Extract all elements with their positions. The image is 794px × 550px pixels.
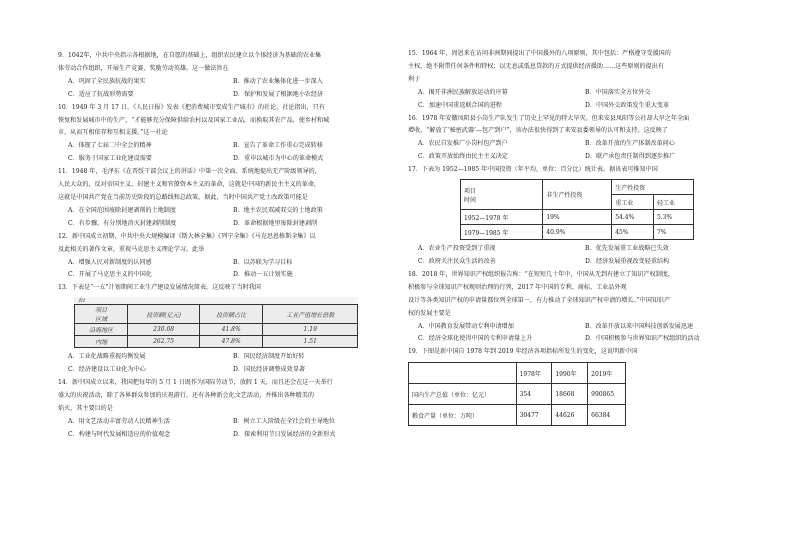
answer-option: C．服务于国家工业化建设需要 (68, 155, 152, 163)
answer-options-row (58, 140, 398, 153)
q13-share: 47.8% (199, 336, 263, 348)
answer-option: D．国民经济调整成效显著 (233, 366, 305, 374)
answer-option: D．中国积极参与世界知识产权组织的活动 (585, 335, 700, 343)
question-text-line: 这就是中国共产党在当前历史阶段的总路线和总政策。据此，当时中国共产党土改政策可能是 (58, 193, 308, 201)
answer-option: A．体现了七届二中全会的精神 (68, 142, 152, 150)
answer-option: D．保护和发展了根据地小农经济 (233, 90, 324, 98)
answer-options-row (58, 257, 398, 270)
question-text-line: 18．2018 年，世界知识产权组织报告称：“在短短几十年中，中国从无到有建立了知识产权制度， (408, 270, 674, 278)
q19-year: 2019年 (588, 363, 626, 384)
answer-option: A．中国教育发展带动专利申请增加 (418, 322, 514, 330)
answer-options-row (58, 269, 398, 282)
answer-option: C．开展了马克思主义的中国化 (68, 271, 152, 279)
answer-option: D．中国外交政策发生重大变革 (585, 101, 670, 109)
answer-option: B．地主农民双减双交的土地政策 (233, 206, 323, 214)
q19-header-blank (409, 363, 517, 384)
q13-region: 内地 (75, 336, 128, 348)
answer-option: C．加速中国重返联合国的进程 (418, 101, 502, 109)
q19-value: 44626 (552, 405, 588, 426)
answer-options-row (408, 243, 752, 256)
q17-header-heavy: 重工业 (612, 195, 654, 210)
question-text-line: 盛大的庆祝活动，除了各界群众参加的庆祝游行，还有各种新会化文艺活动，并推出各种精美的 (58, 391, 314, 399)
answer-option: A．在全国范围废除封建剥削的土地制度 (68, 206, 176, 214)
answer-option: B．中国落实全方位外交 (585, 88, 651, 96)
q13-share: 41.8% (199, 324, 263, 336)
q19-row-label: 国内生产总值（单位：亿元） (409, 384, 517, 405)
q19-year: 1978年 (516, 363, 552, 384)
question-text-line: 设计等各类知识产权的申请量都位列全球第一，有力推动了全球知识产权申请的增长。”中国知识产 (408, 296, 671, 304)
answer-option: B．改革开放的生产体制改革问心 (585, 140, 675, 148)
answer-option: A．揭开非洲民族解放运动的序幕 (418, 88, 508, 96)
question-text-line: 19．下图是新中国自 1978 年到 2019 年经济各项指标所发生的变化，这说明新中国 (408, 348, 638, 356)
answer-options-row (408, 138, 752, 151)
answer-options-row (58, 153, 398, 166)
answer-option: B．国民经济制度开始好转 (233, 353, 305, 361)
question-text-line: 积极参与全球知识产权规则治理的行列，2017 年中国的专利、商标、工业品外观 (408, 283, 627, 291)
q13-investment: 230.08 (128, 324, 200, 336)
table-row (461, 225, 694, 240)
answer-option: A．工业化战略重视均衡发展 (68, 353, 146, 361)
answer-option: C．政策开放始终由民主主义决定 (418, 153, 508, 161)
answer-option: A．农业生产投资受到了重视 (418, 245, 496, 253)
q17-investment-table (460, 179, 694, 240)
answer-options-row (58, 205, 398, 218)
q17-heavy: 54.4% (612, 210, 654, 225)
table-row (75, 336, 358, 348)
answer-options-row (58, 351, 398, 364)
question-text-line: 15．1964 年，周恩来在访问非洲期间提出了中国援外的八项原则，其中包括：严格遵守受援国的 (408, 50, 671, 57)
answer-options-row (408, 321, 752, 334)
answer-option: D．推动一五计划实施 (233, 271, 293, 279)
q17-header-item: 项目 (464, 187, 477, 195)
questions-15-17 (408, 48, 752, 177)
question-text-line: 利于 (408, 75, 421, 83)
answer-option: A．用文艺活动丰富劳动人民精神生活 (68, 417, 170, 425)
question-text-line: 及此相关的著作文章，重视马克思主义理论学习。此举 (58, 245, 205, 253)
answer-options-row (58, 76, 398, 89)
q17-header-time: 时间 (464, 196, 477, 204)
question-text-line: 恢复和发展城市中的生产，“才能够充分保障供给农村以及国家工业品，而换取其农产品，使乡村和城 (58, 116, 330, 124)
q13-growth: 1.51 (263, 336, 358, 348)
answer-option: D．经济发展重视改变轻重结构 (585, 257, 670, 265)
q17-period: 1979—1985 年 (461, 225, 543, 240)
question-text-line: 焰火，其主要目的是 (58, 404, 113, 412)
q17-period: 1952—1978 年 (461, 210, 543, 225)
q17-heavy: 45% (612, 225, 654, 240)
answer-options-row (408, 151, 752, 164)
answer-options-row (408, 87, 752, 100)
questions-9-13 (58, 50, 398, 295)
answer-option: D．重申以城市为中心的革命模式 (233, 155, 324, 163)
answer-option: C．政府关注民众生活的改善 (418, 257, 496, 265)
q13-header-growth: 工业产值增长倍数 (263, 305, 358, 324)
questions-13-14 (58, 351, 398, 441)
question-text-line: 16．1978 年安徽凤阳县小岗生产队发生了历史上罕见的特大旱灾。但来安县凤阳等公社却大旱之年全面 (408, 114, 690, 122)
table-row (75, 324, 358, 336)
answer-option: A．巩固了全民族抗战的果实 (68, 77, 146, 85)
answer-option: D．联产承包责任制得到逐步推广 (585, 153, 676, 161)
answer-option: B．以苏联为学习目标 (233, 258, 293, 266)
answer-option: B．树立工人阶级在全社会的主导地位 (233, 417, 335, 425)
left-column (58, 50, 398, 442)
q13-table-title: 表1 (75, 297, 358, 305)
q19-value: 30477 (516, 405, 552, 426)
question-text-line: 市，从而互相依存和互相支援。”这一社论 (58, 129, 168, 137)
q17-nonproductive: 40.9% (543, 225, 612, 240)
q17-nonproductive: 19% (543, 210, 612, 225)
answer-option: D．革命根据地里废除封建剥削 (233, 219, 318, 227)
q17-light: 5.3% (653, 210, 693, 225)
questions-17-19 (408, 243, 752, 359)
q13-investment-table (74, 297, 358, 348)
q13-header-item-label: 项目 (95, 307, 108, 315)
table-row (461, 210, 694, 225)
q17-header-productive: 生产性投资 (612, 180, 694, 195)
right-column (408, 48, 752, 426)
answer-options-row (58, 416, 398, 429)
q19-value: 66384 (588, 405, 626, 426)
q13-header-item (75, 305, 128, 324)
answer-options-row (58, 89, 398, 102)
question-text-line: 人民大众的，反对帝国主义、封建主义和官僚资本主义的革命，这就是中国的新民主主义的革命， (58, 181, 321, 189)
answer-option: A．农民自发推广小岗村包产到户 (418, 140, 508, 148)
answer-options-row (58, 429, 398, 442)
question-text-line: 12．新中国成立初期，中共中央大规模编译《斯大林全集》《列宁全集》《马克思恩格斯全集》以 (58, 232, 316, 240)
answer-option: B．改革开放以来中国科技创新发展迅速 (585, 322, 694, 330)
q19-year: 1990年 (552, 363, 588, 384)
table-row (409, 384, 626, 405)
q17-header-item-time (461, 180, 543, 210)
question-text-line: 权的发展主要是 (408, 309, 451, 317)
question-text-line: 增收，“解放了‘秘密武器’—包产到户”，该办法很快得到了来安县委领导的认可和支持。这反映了 (408, 127, 668, 135)
question-text-line: 13．下表是“一五”计划期间工业生产建设发展情况简表，这反映了当时我国 (58, 284, 261, 292)
q13-header-region-label: 区域 (95, 316, 108, 324)
q17-header-nonproductive: 非生产性投资 (543, 180, 612, 210)
q19-row-label: 粮食产量（单位：万吨） (409, 405, 517, 426)
question-text-line: 主权，绝不附带任何条件和特权；以无息或低息贷款的方式提供经济援助……这些原则的提出有 (408, 62, 664, 70)
answer-option: C．适应了抗战形势需要 (68, 90, 134, 98)
q13-growth: 1.19 (263, 324, 358, 336)
answer-option: B．优先发展重工业战略已失效 (585, 245, 669, 253)
question-text-line: 14．新中国成立以来，我国把每年的 5 月 1 日既作为国际劳动节，放假 1 天，而且还会在这一天举行 (58, 379, 333, 387)
question-text-line: 体劳动合作组织，开展生产竞赛，奖励劳动英雄。这一做法旨在 (58, 64, 229, 72)
question-text-line: 9．1042年，中共中央指示各根据地，在自愿的基础上，组织农民建立以个体经济为基础的农业集 (58, 52, 322, 59)
answer-option: D．探索利用节日发展经济的全新形式 (233, 430, 336, 438)
answer-options-row (58, 218, 398, 231)
answer-option: C．经济建设以工业化为中心 (68, 366, 146, 374)
q13-investment: 262.75 (128, 336, 200, 348)
answer-options-row (408, 100, 752, 113)
answer-options-row (408, 333, 752, 346)
q19-value: 990865 (588, 384, 626, 405)
answer-options-row (58, 364, 398, 377)
q13-region: 沿海地区 (75, 324, 128, 336)
answer-option: C．有步骤、有分别地消灭封建剥削制度 (68, 219, 177, 227)
answer-options-row (408, 256, 752, 269)
question-text-line: 17．下表为 1952—1985 年中国投资（年平均，单位：百分比）统计表。据该表可推知中国 (408, 166, 658, 174)
q19-economy-table (408, 362, 626, 426)
question-text-line: 10．1949 年 3 月 17 日，《人民日报》发表《把消费城市变成生产城市》的社论。社论指出，只有 (58, 103, 325, 111)
answer-option: B．推动了农业集体化进一步深入 (233, 77, 323, 85)
answer-option: B．宣告了革命工作重心完成转移 (233, 142, 323, 150)
q17-header-light: 轻工业 (653, 195, 693, 210)
q19-value: 18668 (552, 384, 588, 405)
q19-value: 354 (516, 384, 552, 405)
q17-light: 7% (653, 225, 693, 240)
answer-option: A．增强人民对新制度的认同感 (68, 258, 152, 266)
question-text-line: 11．1948 年，毛泽东《在晋绥干部会议上的讲话》中第一次全面、系统地提出无产阶级领导的， (58, 168, 321, 176)
table-row (409, 405, 626, 426)
answer-option: C．经济全球化使得中国的专利申请量上升 (418, 335, 533, 343)
answer-option: C．构建与时代发展相适应的价值观念 (68, 430, 171, 438)
q13-header-investment: 投资额(亿元) (128, 305, 200, 324)
q13-header-share: 投资额占比 (199, 305, 263, 324)
